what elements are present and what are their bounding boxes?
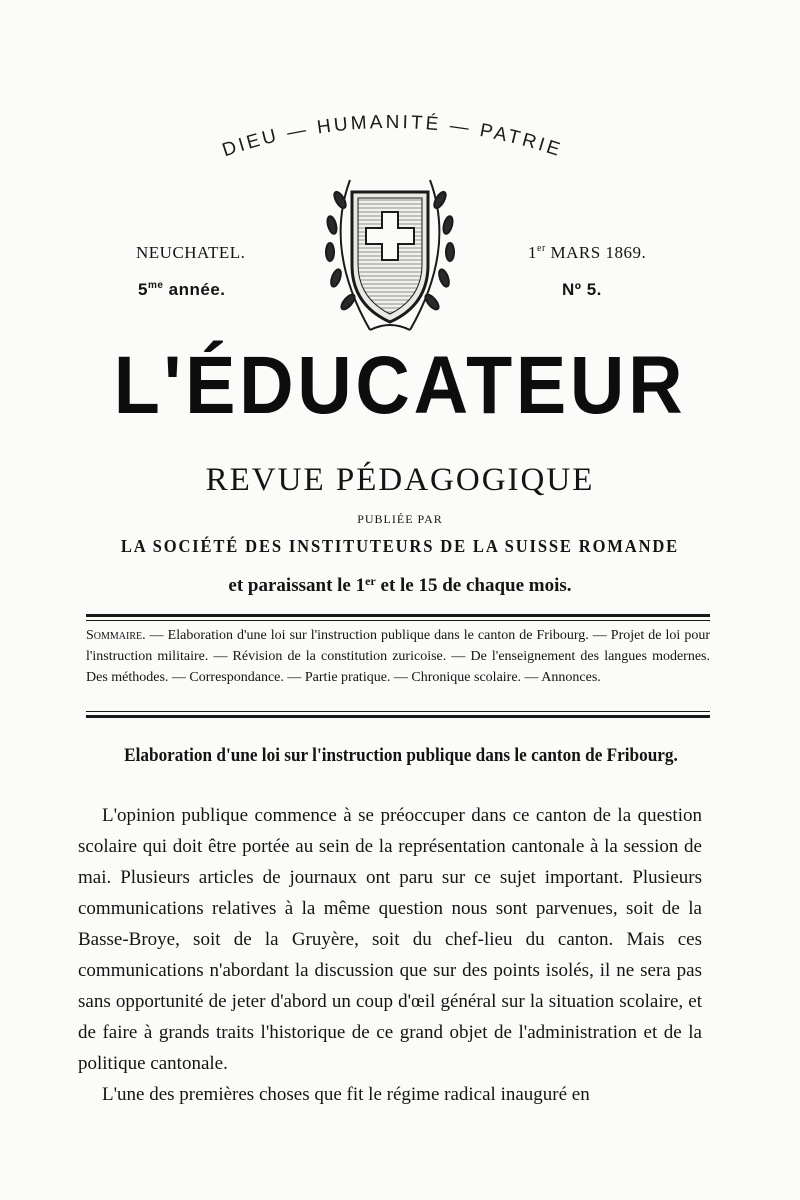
summary-lead: Sommaire. bbox=[86, 628, 146, 643]
publisher-society: LA SOCIÉTÉ DES INSTITUTEURS DE LA SUISSE ROMANDE bbox=[120, 536, 680, 556]
article-paragraph: L'une des premières choses que fit le régime radical inauguré en bbox=[102, 1084, 590, 1105]
journal-subtitle: REVUE PÉDAGOGIQUE bbox=[205, 462, 595, 498]
motto-text: DIEU — HUMANITÉ — PATRIE bbox=[219, 111, 566, 162]
publication-frequency: et paraissant le 1er et le 15 de chaque mois. bbox=[228, 574, 572, 596]
top-rule-thin bbox=[86, 620, 710, 621]
motto-arc bbox=[190, 100, 590, 170]
top-rule-thick bbox=[86, 614, 710, 617]
table-of-contents bbox=[86, 625, 710, 688]
article-heading: Elaboration d'une loi sur l'instruction publique dans le canton de Fribourg. bbox=[124, 746, 678, 766]
article-body bbox=[78, 800, 702, 1110]
issue-date: 1er MARS 1869. bbox=[528, 243, 647, 262]
city-label: NEUCHATEL. bbox=[136, 243, 246, 262]
journal-title: L'ÉDUCATEUR bbox=[113, 340, 687, 431]
published-by-label: PUBLIÉE PAR bbox=[357, 512, 443, 526]
swiss-cross-shield-with-laurel-icon bbox=[310, 170, 470, 345]
volume-year: $5^{me}$ année. bbox=[138, 280, 226, 299]
bottom-rule-thick bbox=[86, 715, 710, 718]
bottom-rule-thin bbox=[86, 711, 710, 712]
article-paragraph: L'opinion publique commence à se préoccuper dans ce canton de la question scolaire qui doit être portée au sein de la représentation cantonale à la session de mai. Plusieurs articles de journaux ont paru sur ce sujet important. Plusieurs communications relatives à la même question nous sont parvenues, soit de la Basse-Broye, soit de la Gruyère, soit du chef-lieu du canton. Mais ces communications n'abordant la discussion que sur des points isolés, il ne sera pas sans opportunité de jeter d'abord un coup d'œil général sur la situation scolaire, et de faire à grands traits l'historique de ce grand objet de l'administration et de la politique cantonale. bbox=[78, 805, 702, 1074]
issue-number: Nº 5. bbox=[562, 280, 602, 299]
summary-text: — Elaboration d'une loi sur l'instruction publique dans le canton de Fribourg. — Projet de loi pour l'instruction militaire. — Révision de la constitution zuricoise. — De l'enseignement des langues modernes. Des méthodes. — Correspondance. — Partie pratique. — Chronique scolaire. — Annonces. bbox=[86, 628, 710, 685]
